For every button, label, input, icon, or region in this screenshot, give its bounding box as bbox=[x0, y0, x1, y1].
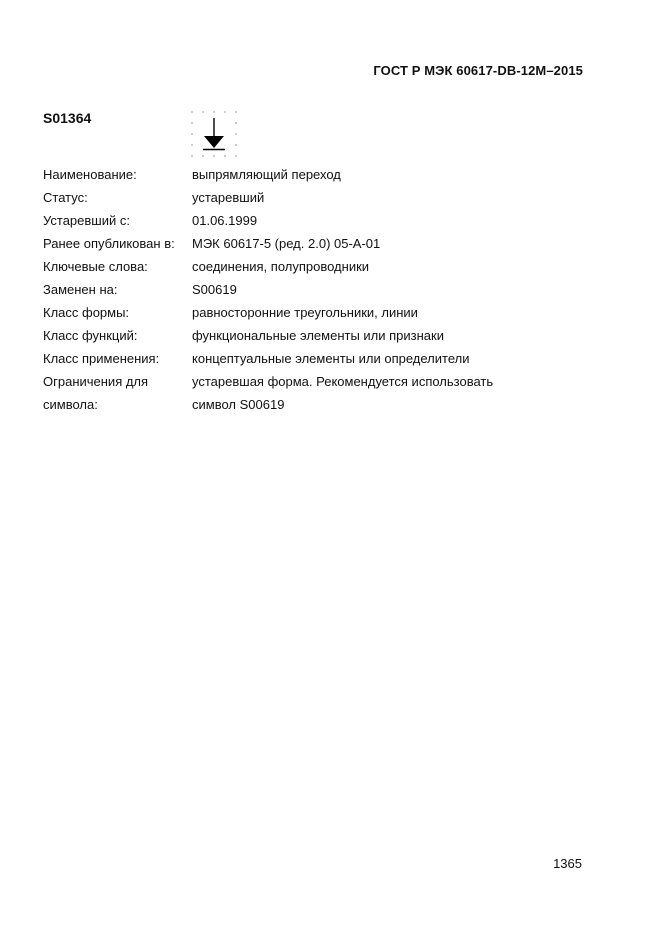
property-row-replaced-by bbox=[43, 278, 603, 301]
property-label: Наименование: bbox=[43, 167, 137, 182]
property-value: равносторонние треугольники, линии bbox=[192, 305, 418, 320]
property-label: Ключевые слова: bbox=[43, 259, 148, 274]
property-row-status bbox=[43, 186, 603, 209]
property-value: функциональные элементы или признаки bbox=[192, 328, 444, 343]
property-row-previously-published bbox=[43, 232, 603, 255]
rectifying-junction-symbol-icon bbox=[190, 110, 238, 158]
symbol-properties bbox=[43, 163, 603, 416]
property-row-obsolete-since bbox=[43, 209, 603, 232]
property-value: S00619 bbox=[192, 282, 237, 297]
property-label: Заменен на: bbox=[43, 282, 118, 297]
document-standard-header: ГОСТ Р МЭК 60617-DB-12M–2015 bbox=[373, 63, 583, 78]
property-row-restrictions bbox=[43, 370, 603, 416]
property-value: 01.06.1999 bbox=[192, 213, 258, 228]
property-value: соединения, полупроводники bbox=[192, 259, 370, 274]
restriction-label-line1: Ограничения для bbox=[43, 374, 149, 389]
property-label: Статус: bbox=[43, 190, 88, 205]
property-row-name bbox=[43, 163, 603, 186]
restriction-value-line1: устаревшая форма. Рекомендуется использовать bbox=[192, 374, 494, 389]
property-row-shape-class bbox=[43, 301, 603, 324]
property-label: Класс функций: bbox=[43, 328, 138, 343]
property-label bbox=[43, 370, 192, 416]
property-label: Ранее опубликован в: bbox=[43, 236, 175, 251]
property-label: Класс применения: bbox=[43, 351, 160, 366]
restriction-value-line2: символ S00619 bbox=[192, 397, 285, 412]
property-label: Класс формы: bbox=[43, 305, 130, 320]
property-value: выпрямляющий переход bbox=[192, 167, 341, 182]
property-value bbox=[192, 370, 603, 416]
symbol-code: S01364 bbox=[43, 110, 92, 126]
property-value: концептуальные элементы или определители bbox=[192, 351, 470, 366]
property-row-function-class bbox=[43, 324, 603, 347]
restriction-label-line2: символа: bbox=[43, 397, 98, 412]
page-number: 1365 bbox=[553, 856, 582, 871]
property-value: МЭК 60617-5 (ред. 2.0) 05-A-01 bbox=[192, 236, 381, 251]
property-label: Устаревший с: bbox=[43, 213, 130, 228]
property-row-application-class bbox=[43, 347, 603, 370]
property-value: устаревший bbox=[192, 190, 265, 205]
property-row-keywords bbox=[43, 255, 603, 278]
junction-triangle bbox=[204, 136, 224, 148]
